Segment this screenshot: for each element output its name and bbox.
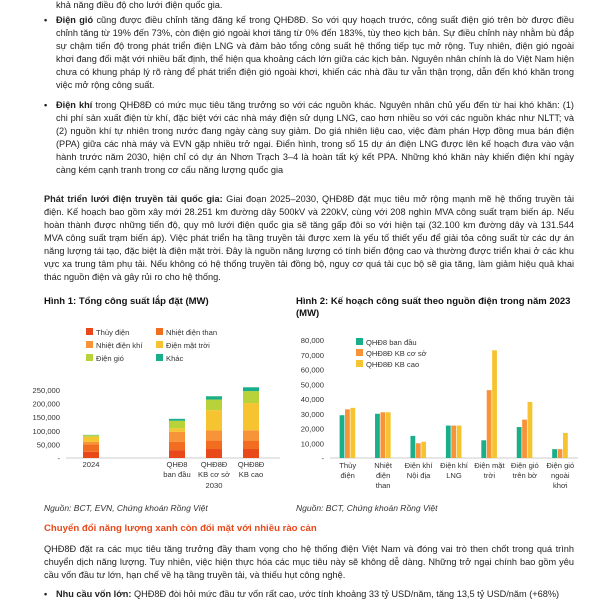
x-tick-label: Điện khí xyxy=(404,461,433,470)
y-tick-label: 50,000 xyxy=(36,440,60,450)
bar-segment xyxy=(83,444,99,451)
legend-swatch xyxy=(356,360,363,367)
bar xyxy=(410,436,415,458)
legend-label: Thủy điện xyxy=(96,328,130,337)
bullet-marker: • xyxy=(44,15,48,25)
y-tick-label: 40,000 xyxy=(300,395,324,404)
legend-swatch xyxy=(356,349,363,356)
legend-label: QHĐ8Đ KB cao xyxy=(366,360,420,369)
x-tick-label: trời xyxy=(483,471,496,480)
wind-text: cũng được điều chỉnh tăng đăng kế trong QHĐ8Đ. So với quy hoạch trước, công suất điện gió trên bờ được điều chỉnh tăng từ 19% đến 73%, còn điện gió ngoài khơi tăng từ 0% đến 183%, tùy theo kịch bản. Sự điều chỉnh này nhằm bù đắp sự chậm tiến độ trong phát triển điện LNG và đảm bảo tổng công suất hệ thống tiếp tục mở rộng. Tuy nhiên, điện gió ngoài khơi đang đối mặt với nhiều bất định, thể hiện qua khoảng cách lớn giữa các kịch bản. Nguyên nhân chính là do Việt Nam hiện chưa có khung pháp lý rõ ràng để phát triển điện gió ngoài khơi, khiến các nhà đầu tư vẫn thận trọng, dẫn đến khó khăn trong việc mở rộng công suất. xyxy=(56,15,575,90)
x-tick-label: Điện gió xyxy=(510,461,539,470)
wind-label: Điện gió xyxy=(56,15,94,25)
legend-swatch xyxy=(86,341,93,348)
bar xyxy=(375,414,380,458)
y-tick-label: 200,000 xyxy=(32,399,60,409)
y-tick-label: - xyxy=(57,454,60,463)
x-tick-label: Điện khí xyxy=(440,461,468,470)
bar xyxy=(345,409,350,458)
bar xyxy=(457,426,462,458)
legend-swatch xyxy=(156,328,163,335)
figure-2-source: Nguồn: BCT, Chứng khoán Rồng Việt xyxy=(296,503,438,513)
bar xyxy=(446,426,451,458)
bar xyxy=(451,426,456,458)
bar-segment xyxy=(243,391,259,403)
bar-segment xyxy=(206,400,222,411)
bar-segment xyxy=(83,437,99,442)
figure-1-source: Nguồn: BCT, EVN, Chứng khoán Rồng Việt xyxy=(44,503,208,513)
y-tick-label: 30,000 xyxy=(300,409,324,419)
bar xyxy=(481,440,486,458)
y-tick-label: 50,000 xyxy=(300,380,324,390)
legend-label: QHĐ8 ban đầu xyxy=(366,338,417,347)
legend-swatch xyxy=(156,354,163,361)
bullet-marker: • xyxy=(44,589,48,599)
x-tick-label: 2024 xyxy=(82,460,100,469)
bar-segment xyxy=(169,442,185,450)
legend-label: Điện mặt trời xyxy=(166,341,210,350)
bar xyxy=(380,412,385,458)
gas-label: Điện khí xyxy=(56,100,93,110)
y-tick-label: 10,000 xyxy=(300,439,324,449)
section-intro: QHĐ8Đ đặt ra các mục tiêu tăng trưởng đầy tham vọng cho hệ thống điện Việt Nam và đóng vai trò then chốt trong quá trình chuyển dịch năng lượng. Tuy nhiên, việc hiện thực hóa các mục tiêu này sẽ không dễ dàng. Những trở ngại chính bao gồm yêu cầu vốn đầu tư lớn, hạn chế về hạ tầng truyền tải, và thiếu hụt công nghệ. xyxy=(44,544,574,580)
y-tick-label: 20,000 xyxy=(300,424,324,434)
x-tick-label: QHĐ8Đ xyxy=(200,460,228,469)
bar xyxy=(421,442,426,458)
x-group-label: 2030 xyxy=(205,481,223,490)
y-tick-label: 250,000 xyxy=(32,386,60,395)
grid-text: Giai đoạn 2025–2030, QHĐ8Đ đặt mục tiêu mở rộng mạnh mẽ hệ thống truyền tải điện. Kế hoạch bao gồm xây mới 28.251 km đường dây 500kV và 220kV, cùng với 208 nghìn MVA công suất trạm biến áp. Nếu hoàn thành được những tiến độ, quy mô lưới điện quốc gia sẽ tăng gấp đôi so với hiện tại (32.100 km đường dây và 131.544 MVA công suất trạm biến áp). Việc phát triển hạ tầng truyền tải được xem là yếu tố thiết yếu để giải tỏa công suất từ các dự án năng lượng tái tạo, đặc biệt là điện mặt trời. Đây là nguồn năng lượng có tính biến động cao và thường được triển khai ở các khu vực xa trung tâm phụ tải. Nếu không có hệ thống truyền tải đồng bộ, nguy cơ quá tải cục bộ sẽ gia tăng, làm giảm hiệu quả khai thác nguồn điện và gây rủi ro cho hệ thống. xyxy=(44,194,574,282)
legend-label: Nhiệt điện than xyxy=(166,328,218,337)
bar xyxy=(522,420,527,458)
bar xyxy=(487,390,492,458)
x-tick-label: điện xyxy=(375,471,391,480)
bar-segment xyxy=(169,450,185,458)
legend-swatch xyxy=(86,328,93,335)
gas-paragraph xyxy=(56,99,574,177)
x-tick-label: trên bờ xyxy=(512,471,538,480)
bar-segment xyxy=(169,419,185,421)
x-tick-label: Điện mặt xyxy=(474,461,505,470)
y-tick-label: 70,000 xyxy=(300,350,324,360)
capital-label: Nhu cầu vốn lớn: xyxy=(56,589,132,599)
wind-paragraph xyxy=(56,14,574,92)
bar-segment xyxy=(243,387,259,391)
x-tick-label: LNG xyxy=(446,471,462,480)
bar-segment xyxy=(169,421,185,429)
x-tick-label: Nhiệt xyxy=(374,461,393,470)
chart-installed-capacity xyxy=(30,318,288,498)
bar-segment xyxy=(169,428,185,432)
bar xyxy=(552,449,557,458)
bar-segment xyxy=(206,441,222,449)
x-tick-label: than xyxy=(375,481,391,490)
capital-text: QHĐ8Đ đòi hỏi mức đầu tư vốn rất cao, ước tính khoảng 33 tỷ USD/năm, tăng 13,5 tỷ USD/năm (+68%) xyxy=(131,589,560,599)
bar-segment xyxy=(243,403,259,430)
y-tick-label: - xyxy=(321,454,324,463)
bar-segment xyxy=(243,430,259,440)
bar xyxy=(563,433,568,458)
x-tick-label: QHĐ8Đ xyxy=(237,460,265,469)
bar-segment xyxy=(169,432,185,442)
gas-text: trong QHĐ8Đ có mức mục tiêu tăng trưởng so với các nguồn khác. Nguyên nhân chủ yếu đến từ hai khó khăn: (1) chi phí sản xuất điện từ khí, đặc biệt với các nhà máy điện sử dụng LNG, cao hơn nhiều so với các nguồn khác như NLTT; và (2) nguồn khí tự nhiên trong nước đang ngày càng suy giảm. Do giá nhiên liệu cao, việc đàm phán Hợp đồng mua bán điện (PPA) giữa các nhà máy và EVN gặp nhiều trở ngại. Điển hình, trong số 15 dự án điện LNG được lên kế hoạch đưa vào vận hành trước năm 2030, hiện chỉ có dự án Nhơn Trạch 3–4 là hoàn tất ký kết PPA. Những khó khăn này khiến điện khí ngày càng kém cạnh tranh trong cơ cấu năng lượng quốc gia xyxy=(56,100,574,175)
x-tick-label: Nội địa xyxy=(406,471,431,480)
legend-label: QHĐ8Đ KB cơ sở xyxy=(366,349,427,358)
bar xyxy=(517,427,522,458)
x-tick-label: khơi xyxy=(552,481,568,490)
bar-segment xyxy=(83,435,99,437)
y-tick-label: 80,000 xyxy=(300,336,324,345)
bar xyxy=(528,402,533,458)
x-tick-label: ngoài xyxy=(550,471,570,480)
text-line: khả năng điều độ cho lưới điện quốc gia. xyxy=(56,0,223,10)
bar xyxy=(558,449,563,458)
x-tick-label: KB cơ sở xyxy=(198,470,230,479)
bar-segment xyxy=(206,396,222,399)
bullet-marker: • xyxy=(44,100,48,110)
x-tick-label: QHĐ8 xyxy=(166,460,188,469)
bar-segment xyxy=(83,442,99,444)
bar xyxy=(416,443,421,458)
bar xyxy=(340,415,345,458)
bar xyxy=(350,408,355,458)
figure-1-title: Hình 1: Tổng công suất lắp đặt (MW) xyxy=(44,296,209,307)
legend-swatch xyxy=(156,341,163,348)
legend-swatch xyxy=(356,338,363,345)
grid-label: Phát triển lưới điện truyền tải quốc gia: xyxy=(44,194,223,204)
x-tick-label: điện xyxy=(340,471,355,480)
x-tick-label: Thủy xyxy=(339,461,357,470)
y-tick-label: 100,000 xyxy=(32,426,60,436)
legend-swatch xyxy=(86,354,93,361)
legend-label: Khác xyxy=(166,354,184,363)
legend-label: Nhiệt điện khí xyxy=(96,341,143,350)
bar-segment xyxy=(206,410,222,430)
bar xyxy=(386,412,391,458)
bar-segment xyxy=(243,441,259,449)
x-tick-label: ban đầu xyxy=(163,470,191,479)
capital-paragraph xyxy=(56,588,574,600)
y-tick-label: 60,000 xyxy=(300,365,324,375)
x-tick-label: KB cao xyxy=(238,470,264,479)
chart-capacity-by-source xyxy=(290,328,580,500)
grid-paragraph xyxy=(44,193,574,284)
bar-segment xyxy=(83,452,99,458)
x-tick-label: Điện gió xyxy=(546,461,575,470)
section-heading: Chuyển đổi năng lượng xanh còn đối mặt với nhiều rào cản xyxy=(44,523,317,534)
legend-label: Điện gió xyxy=(96,354,124,363)
bar xyxy=(492,350,497,458)
bar-segment xyxy=(243,449,259,458)
bar-segment xyxy=(206,449,222,458)
bar-segment xyxy=(206,431,222,441)
figure-2-title: Hình 2: Kế hoạch công suất theo nguồn điện trong năm 2023 (MW) xyxy=(296,296,571,319)
y-tick-label: 150,000 xyxy=(32,413,60,423)
